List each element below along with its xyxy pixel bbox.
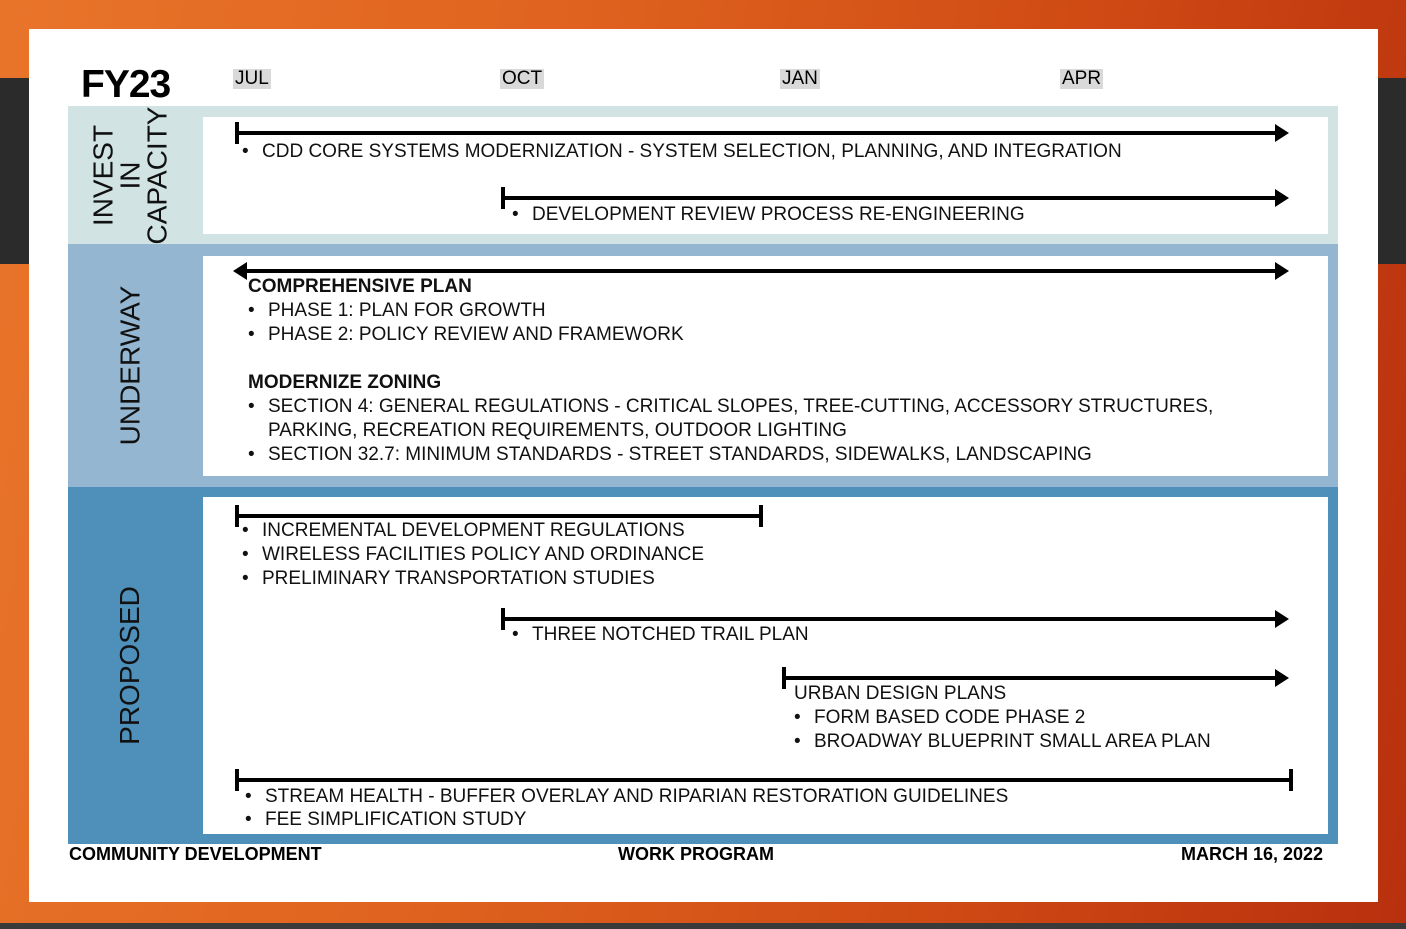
invest-item-1: • CDD CORE SYSTEMS MODERNIZATION - SYSTEM SELECTION, PLANNING, AND INTEGRATION (262, 140, 1122, 164)
slide (29, 29, 1378, 902)
invest-item-2: • DEVELOPMENT REVIEW PROCESS RE-ENGINEERING (532, 203, 1025, 227)
timeline-end-tick (759, 505, 763, 527)
timeline-bar (237, 131, 1277, 135)
underway-content (203, 256, 1328, 476)
proposed-label: PROPOSED (114, 586, 146, 745)
month-label-jul: JUL (235, 68, 269, 89)
proposed-item-transportation: • PRELIMINARY TRANSPORTATION STUDIES (262, 567, 655, 591)
modernize-zoning-heading: MODERNIZE ZONING (248, 372, 442, 393)
timeline-bar (237, 778, 1291, 782)
arrow-right-icon (1275, 124, 1289, 142)
timeline-bar (503, 617, 1277, 621)
footer-left: COMMUNITY DEVELOPMENT (69, 844, 322, 864)
footer-center: WORK PROGRAM (618, 844, 774, 864)
timeline-bar (245, 269, 1277, 273)
zoning-item-1-line-2: PARKING, RECREATION REQUIREMENTS, OUTDOOR LIGHTING (268, 420, 847, 441)
invest-label-line-3: CAPACITY (141, 106, 173, 244)
invest-content (203, 117, 1328, 234)
proposed-item-incremental: • INCREMENTAL DEVELOPMENT REGULATIONS (262, 519, 685, 543)
arrow-right-icon (1275, 610, 1289, 628)
timeline-bar (784, 676, 1277, 680)
arrow-right-icon (1275, 669, 1289, 687)
month-label-oct: OCT (502, 68, 543, 89)
month-label-apr: APR (1062, 68, 1102, 89)
proposed-item-stream-health: • STREAM HEALTH - BUFFER OVERLAY AND RIPARIAN RESTORATION GUIDELINES (265, 785, 1008, 809)
zoning-item-1-line-1: • SECTION 4: GENERAL REGULATIONS - CRITICAL SLOPES, TREE-CUTTING, ACCESSORY STRUCTURES, (268, 395, 1213, 419)
footer-right: MARCH 16, 2022 (1181, 844, 1324, 864)
proposed-item-form-based-code: • FORM BASED CODE PHASE 2 (814, 706, 1085, 730)
timeline-end-tick (1289, 769, 1293, 791)
comprehensive-plan-heading: COMPREHENSIVE PLAN (248, 276, 472, 297)
background-bottom-edge (0, 923, 1406, 929)
underway-band (68, 244, 1338, 487)
zoning-item-2: • SECTION 32.7: MINIMUM STANDARDS - STREET STANDARDS, SIDEWALKS, LANDSCAPING (268, 443, 1092, 467)
invest-label-line-1: INVEST (87, 124, 119, 226)
proposed-item-three-notched: • THREE NOTCHED TRAIL PLAN (532, 623, 809, 647)
underway-label: UNDERWAY (114, 285, 145, 446)
timeline-bar (237, 514, 761, 518)
invest-in-capacity-label (68, 106, 191, 244)
proposed-content (203, 497, 1328, 834)
proposed-item-fee-simplification: • FEE SIMPLIFICATION STUDY (265, 808, 526, 832)
month-label-jan: JAN (782, 68, 818, 89)
invest-in-capacity-band (68, 106, 1338, 244)
proposed-band (68, 487, 1338, 844)
timeline-bar (503, 196, 1277, 200)
arrow-right-icon (1275, 262, 1289, 280)
comp-plan-item-2: • PHASE 2: POLICY REVIEW AND FRAMEWORK (268, 323, 684, 347)
urban-design-heading: URBAN DESIGN PLANS (794, 683, 1007, 704)
arrow-right-icon (1275, 189, 1289, 207)
proposed-item-broadway: • BROADWAY BLUEPRINT SMALL AREA PLAN (814, 730, 1211, 754)
invest-label-line-2: IN (114, 161, 146, 190)
fiscal-year-title: FY23 (81, 63, 171, 106)
comp-plan-item-1: • PHASE 1: PLAN FOR GROWTH (268, 299, 546, 323)
proposed-item-wireless: • WIRELESS FACILITIES POLICY AND ORDINANCE (262, 543, 704, 567)
